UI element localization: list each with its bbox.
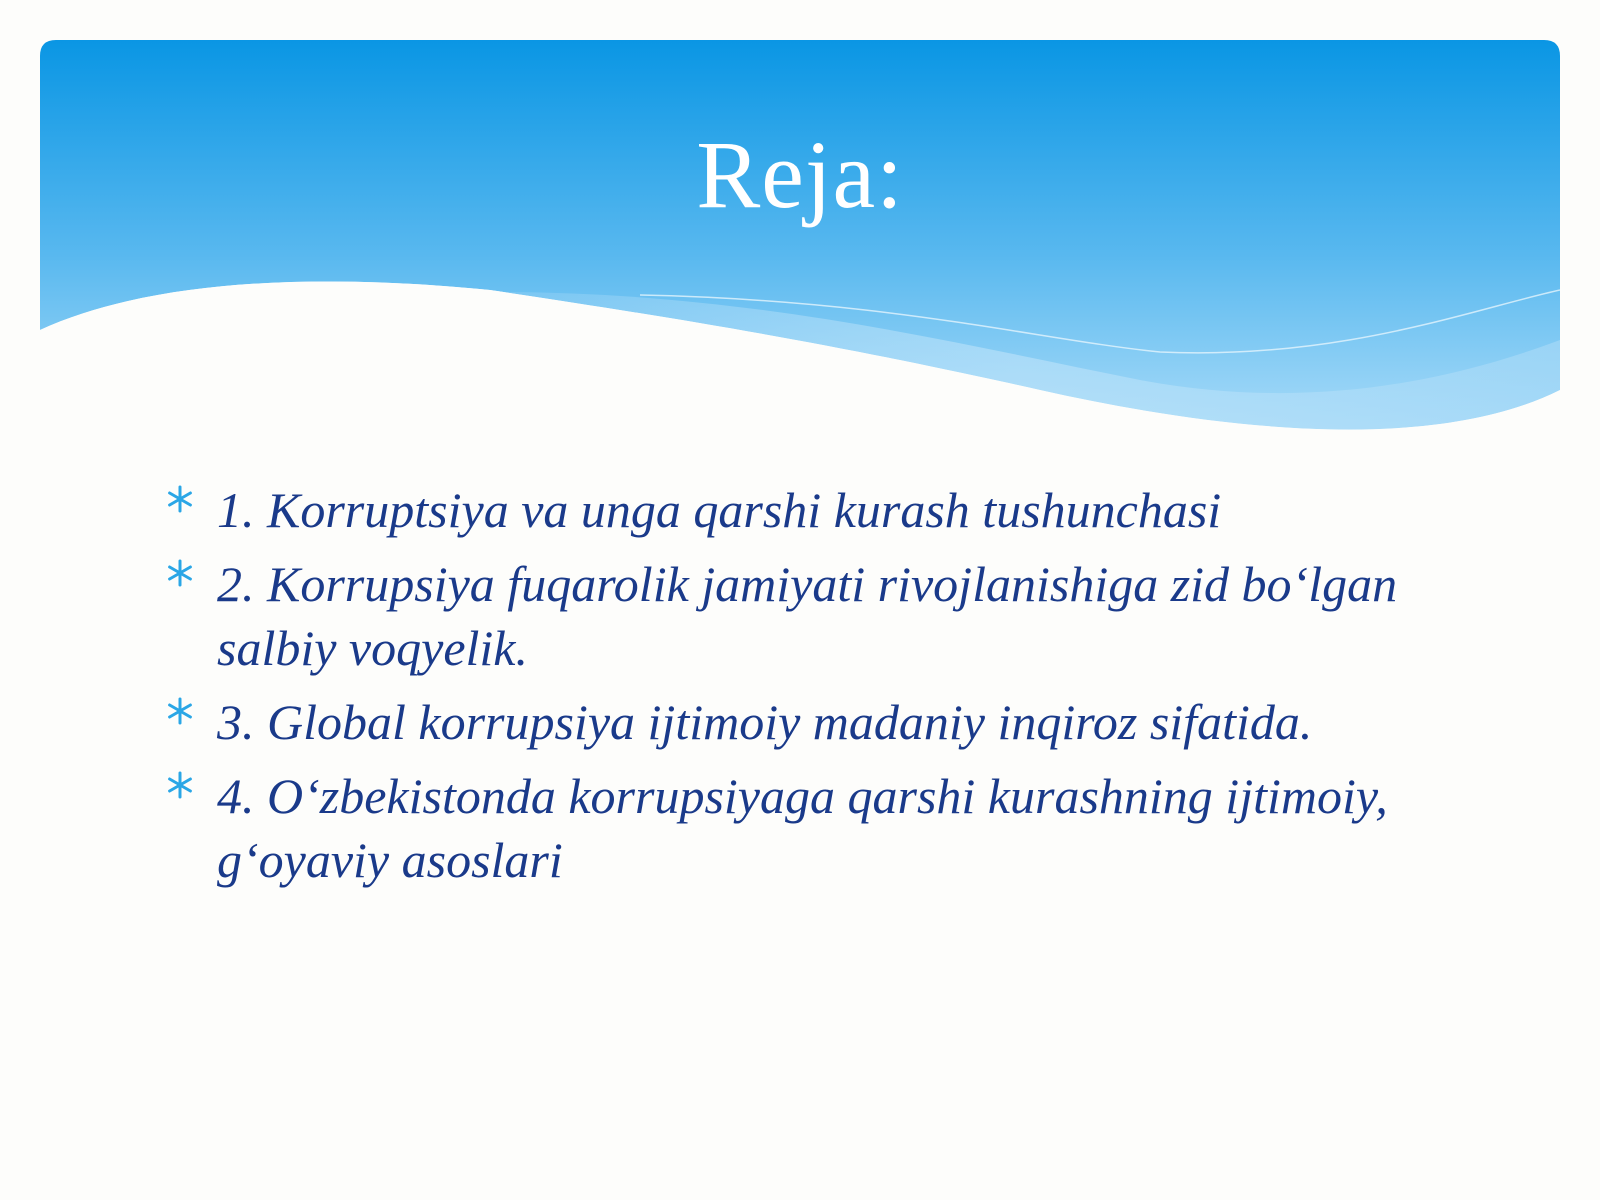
asterisk-star-icon <box>165 696 195 726</box>
agenda-item-text: 4. O‘zbekistonda korrupsiyaga qarshi kurashning ijtimoiy, g‘oyaviy asoslari <box>217 768 1388 888</box>
agenda-item-3 <box>165 690 1425 754</box>
agenda-item-4 <box>165 764 1425 892</box>
agenda-item-text: 1. Korruptsiya va unga qarshi kurash tushunchasi <box>217 482 1222 538</box>
agenda-list <box>165 478 1425 902</box>
asterisk-star-icon <box>165 770 195 800</box>
agenda-item-2 <box>165 552 1425 680</box>
agenda-item-text: 3. Global korrupsiya ijtimoiy madaniy inqiroz sifatida. <box>217 694 1313 750</box>
asterisk-star-icon <box>165 484 195 514</box>
slide-title: Reja: <box>696 121 904 228</box>
agenda-item-text: 2. Korrupsiya fuqarolik jamiyati rivojlanishiga zid bo‘lgan salbiy voqyelik. <box>217 556 1398 676</box>
asterisk-star-icon <box>165 558 195 588</box>
header-wave-banner <box>40 40 1560 450</box>
agenda-item-1 <box>165 478 1425 542</box>
